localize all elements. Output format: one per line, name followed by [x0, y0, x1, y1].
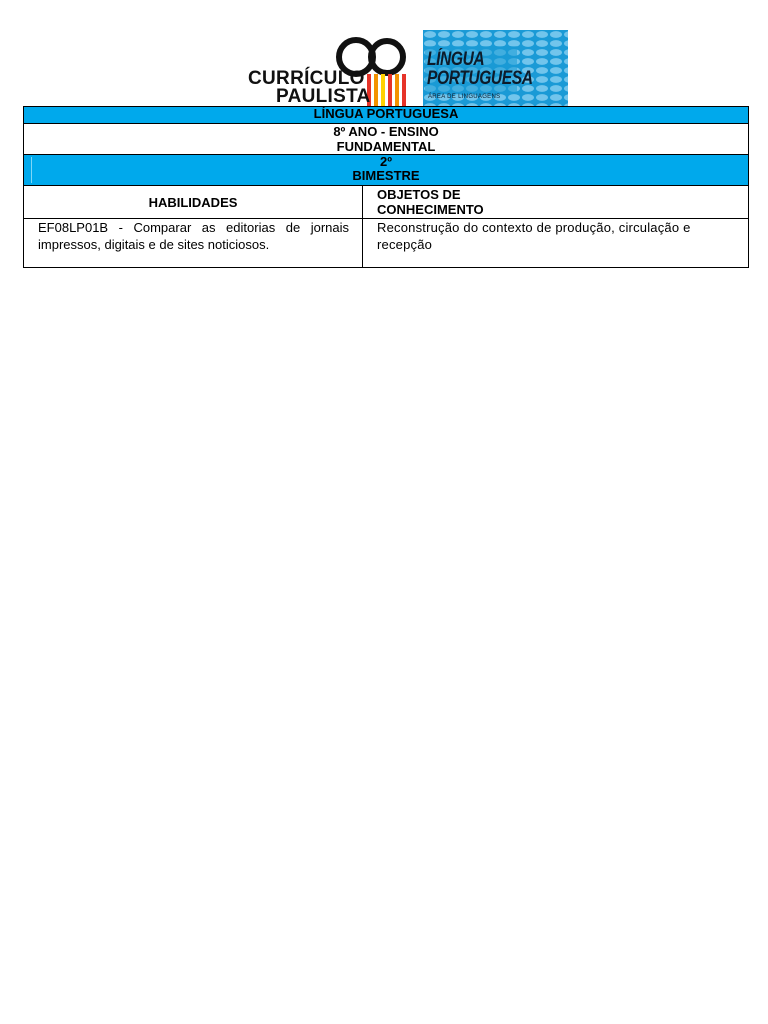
header-logos: [246, 30, 568, 106]
logo-lingua-portuguesa-text: [427, 50, 533, 88]
objetos-header-line2: CONHECIMENTO: [377, 202, 484, 217]
objetos-header: [363, 186, 749, 219]
curriculum-table: [23, 106, 749, 268]
subject-row: [24, 107, 749, 124]
objeto-cell: Reconstrução do contexto de produção, circulação e recepção: [363, 219, 749, 268]
subject-cell: LÍNGUA PORTUGUESA: [24, 107, 749, 124]
column-header-row: [24, 186, 749, 219]
table-row: [24, 219, 749, 268]
habilidades-header: HABILIDADES: [24, 186, 363, 219]
grade-line1: 8º ANO - ENSINO: [333, 124, 439, 139]
term-line2: BIMESTRE: [352, 168, 420, 183]
logo-paulista-text: PAULISTA: [276, 86, 371, 107]
grade-cell: [24, 124, 749, 155]
logo-lp-line1: LÍNGUA: [427, 49, 485, 70]
grade-row: [24, 124, 749, 155]
logo-lp-line2: PORTUGUESA: [427, 68, 533, 89]
grade-line2: FUNDAMENTAL: [336, 139, 436, 154]
logo-curriculo-text: CURRÍCULO: [248, 68, 365, 89]
lingua-portuguesa-logo: [423, 30, 568, 106]
habilidade-cell: EF08LP01B - Comparar as editorias de jornais impressos, digitais e de sites noticiosos.: [24, 219, 363, 268]
term-row: [24, 155, 749, 186]
logo-lp-subtitle: ÁREA DE LINGUAGENS: [428, 94, 501, 100]
term-cell: [24, 155, 749, 186]
term-line1: 2º: [380, 154, 392, 169]
term-divider: [31, 157, 32, 183]
objetos-header-line1: OBJETOS DE: [377, 187, 461, 202]
curriculo-paulista-logo: [246, 36, 411, 108]
